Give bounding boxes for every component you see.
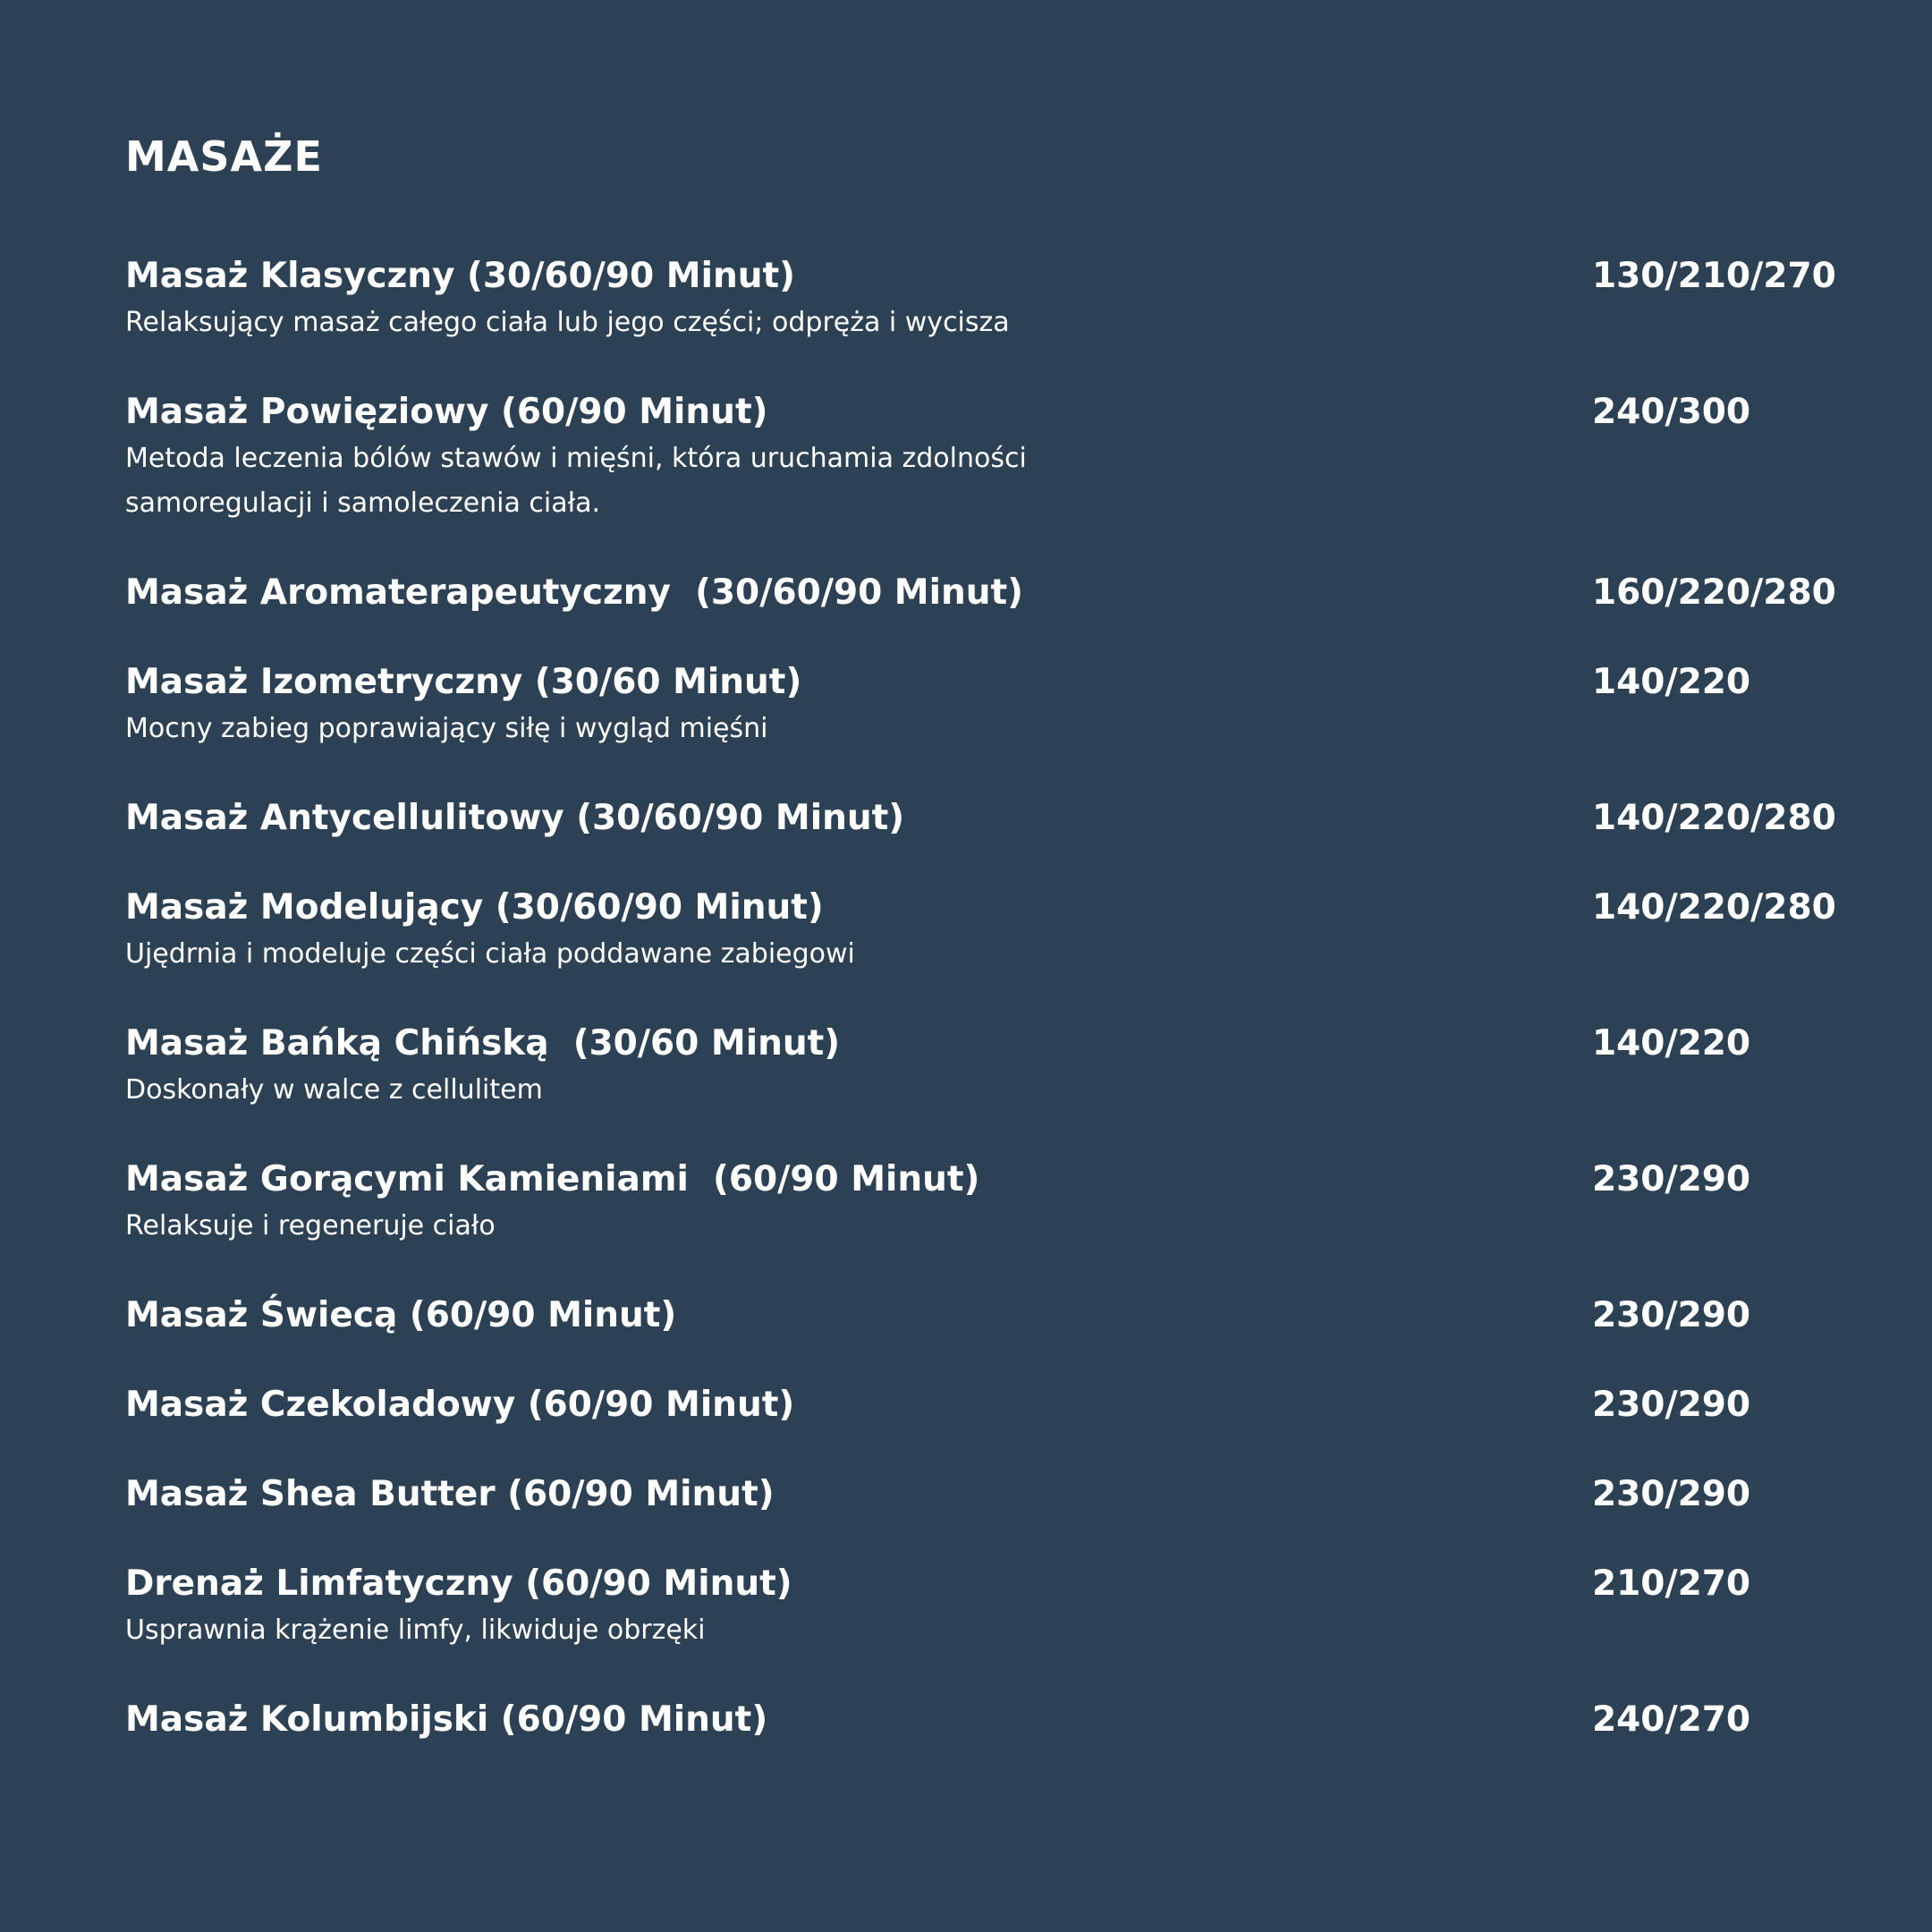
- item-main: [125, 886, 1288, 977]
- service-price: 240/270: [1592, 1699, 1751, 1740]
- item-main: [125, 660, 1288, 751]
- massage-list: [125, 254, 1852, 1742]
- service-name: Masaż Powięziowy (60/90 Minut): [125, 392, 768, 432]
- list-item: [125, 254, 1852, 345]
- list-item: [125, 390, 1852, 526]
- list-item: [125, 1293, 1852, 1338]
- item-main: [125, 1383, 1288, 1428]
- service-price: 240/300: [1592, 392, 1751, 432]
- service-price: 130/210/270: [1592, 256, 1836, 296]
- service-name: Masaż Shea Butter (60/90 Minut): [125, 1474, 775, 1514]
- item-main: [125, 1021, 1288, 1113]
- service-price: 230/290: [1592, 1295, 1751, 1335]
- list-item: [125, 1157, 1852, 1249]
- service-price: 160/220/280: [1592, 572, 1836, 613]
- service-name: Masaż Klasyczny (30/60/90 Minut): [125, 256, 795, 296]
- service-price: 230/290: [1592, 1385, 1751, 1425]
- item-main: [125, 390, 1288, 526]
- service-name: Masaż Modelujący (30/60/90 Minut): [125, 887, 824, 928]
- service-name: Masaż Czekoladowy (60/90 Minut): [125, 1385, 795, 1425]
- service-price: 230/290: [1592, 1159, 1751, 1199]
- item-main: [125, 571, 1288, 615]
- item-main: [125, 1293, 1288, 1338]
- item-main: [125, 1562, 1288, 1653]
- service-description: Doskonały w walce z cellulitem: [125, 1074, 543, 1106]
- list-item: [125, 660, 1852, 751]
- service-description: Metoda leczenia bólów stawów i mięśni, która uruchamia zdolności samoregulacji i samoleczenia ciała.: [125, 443, 1027, 519]
- service-price: 230/290: [1592, 1474, 1751, 1514]
- service-price: 140/220/280: [1592, 798, 1836, 838]
- page-title: MASAŻE: [125, 132, 323, 181]
- list-item: [125, 1021, 1852, 1113]
- service-name: Masaż Gorącymi Kamieniami (60/90 Minut): [125, 1159, 980, 1199]
- item-main: [125, 1157, 1288, 1249]
- service-description: Usprawnia krążenie limfy, likwiduje obrzęki: [125, 1614, 706, 1646]
- service-price: 140/220: [1592, 662, 1751, 702]
- service-price: 210/270: [1592, 1563, 1751, 1604]
- service-name: Masaż Izometryczny (30/60 Minut): [125, 662, 802, 702]
- list-item: [125, 1383, 1852, 1428]
- list-item: [125, 886, 1852, 977]
- list-item: [125, 571, 1852, 615]
- list-item: [125, 1698, 1852, 1742]
- item-main: [125, 1472, 1288, 1517]
- item-main: [125, 254, 1288, 345]
- service-name: Masaż Bańką Chińską (30/60 Minut): [125, 1023, 841, 1063]
- service-name: Drenaż Limfatyczny (60/90 Minut): [125, 1563, 792, 1604]
- service-price: 140/220/280: [1592, 887, 1836, 928]
- service-name: Masaż Aromaterapeutyczny (30/60/90 Minut): [125, 572, 1023, 613]
- service-price: 140/220: [1592, 1023, 1751, 1063]
- item-main: [125, 1698, 1288, 1742]
- service-description: Mocny zabieg poprawiający siłę i wygląd mięśni: [125, 713, 768, 744]
- service-description: Ujędrnia i modeluje części ciała poddawane zabiegowi: [125, 938, 855, 970]
- service-name: Masaż Antycellulitowy (30/60/90 Minut): [125, 798, 905, 838]
- service-name: Masaż Świecą (60/90 Minut): [125, 1295, 677, 1335]
- item-main: [125, 796, 1288, 841]
- list-item: [125, 796, 1852, 841]
- service-description: Relaksuje i regeneruje ciało: [125, 1210, 496, 1241]
- list-item: [125, 1472, 1852, 1517]
- list-item: [125, 1562, 1852, 1653]
- service-description: Relaksujący masaż całego ciała lub jego części; odpręża i wycisza: [125, 307, 1010, 338]
- service-name: Masaż Kolumbijski (60/90 Minut): [125, 1699, 768, 1740]
